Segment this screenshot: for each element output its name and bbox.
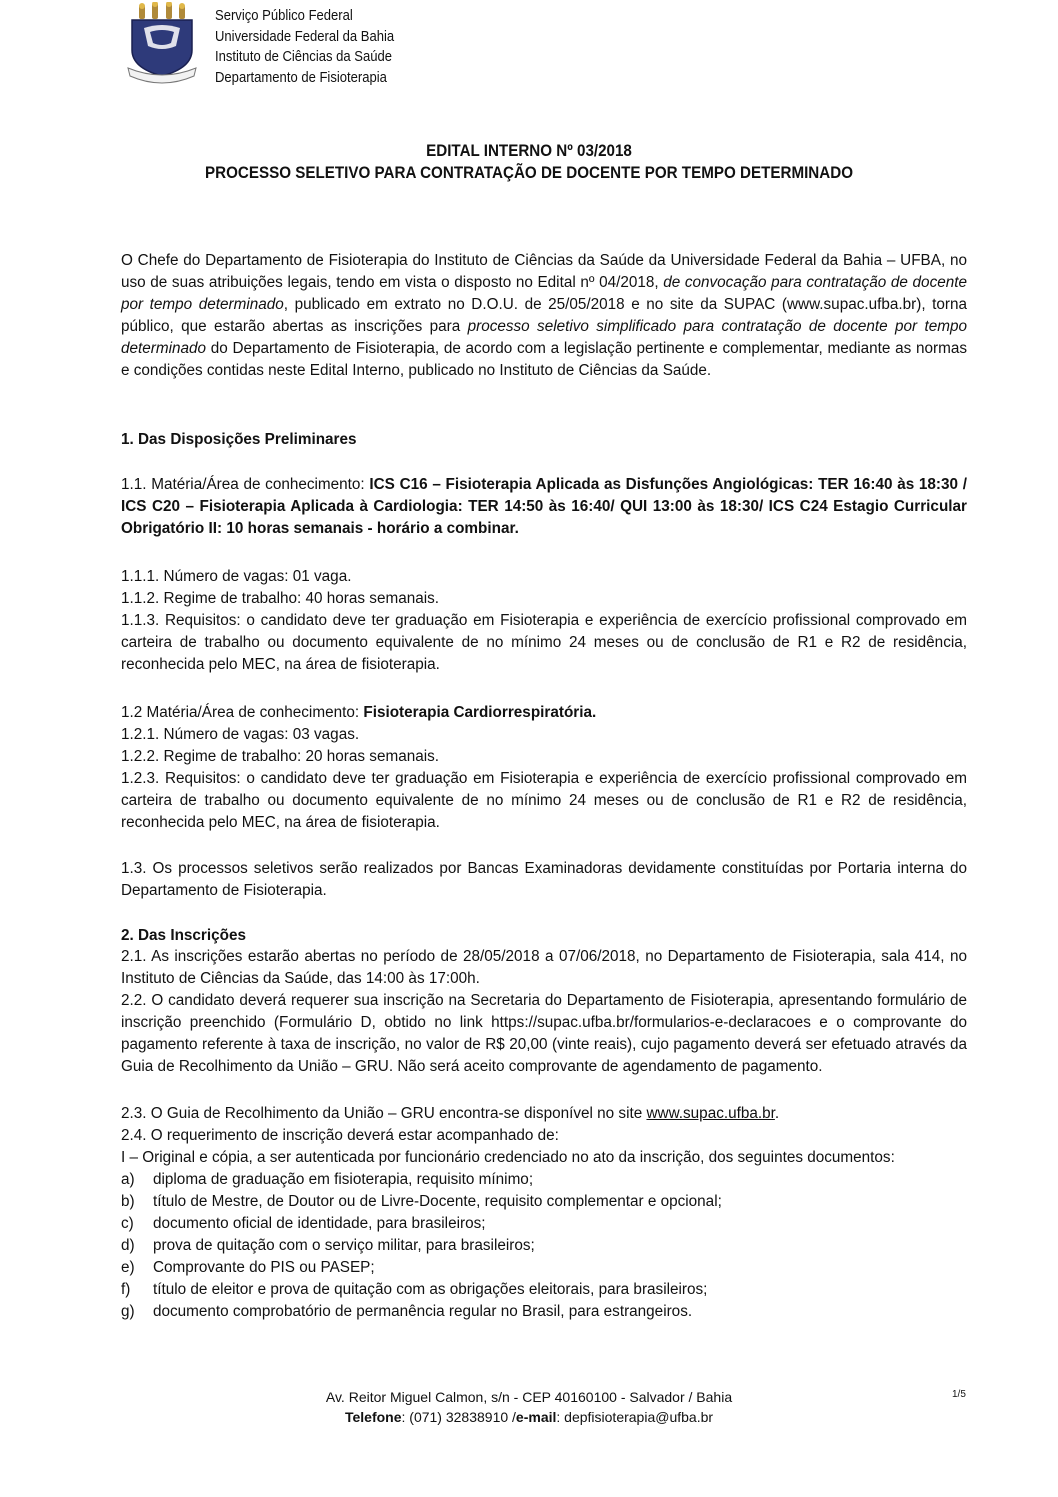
list-item: b) título de Mestre, de Doutor ou de Livre-Docente, requisito complementar e opcional; [121, 1193, 722, 1210]
item-1-2-3-requirements: 1.2.3. Requisitos: o candidato deve ter graduação em Fisioterapia e experiência de exercício profissional comprovado em carteira de trabalho ou documento equivalente de no mínimo 24 meses ou de conclusão de R1 e R2 de residência, reconhecida pelo MEC, na área de fisioterapia. [121, 770, 967, 831]
item-2-3-gru-availability: 2.3. O Guia de Recolhimento da União – GRU encontra-se disponível no site www.supac.ufba.br. [121, 1105, 780, 1122]
list-item: d) prova de quitação com o serviço militar, para brasileiros; [121, 1237, 535, 1254]
item-2-2-registration-procedure: 2.2. O candidato deverá requerer sua inscrição na Secretaria do Departamento de Fisioterapia, apresentando formulário de inscrição preenchido (Formulário D, obtido no link https://supac.ufba.br/formularios-e-declaracoes e o comprovante do pagamento referente à taxa de inscrição, no valor de R$ 20,00 (vinte reais), cujo pagamento deverá ser efetuado através da Guia de Recolhimento da União – GRU. Não será aceito comprovante de agendamento de pagamento. [121, 992, 967, 1075]
page-number: 1/5 [952, 1389, 966, 1400]
intro-paragraph: O Chefe do Departamento de Fisioterapia do Instituto de Ciências da Saúde da Universidade Federal da Bahia – UFBA, no uso de suas atribuições legais, tendo em vista o disposto no Edital nº 04/2018, de convocação para contratação de docente por tempo determinado, publicado em extrato no D.O.U. de 25/05/2018 e no site da SUPAC (www.supac.ufba.br), torna público, que estarão abertas as inscrições para processo seletivo simplificado para contratação de docente por tempo determinado do Departamento de Fisioterapia, de acordo com a legislação pertinente e complementar, mediante as normas e condições contidas neste Edital Interno, publicado no Instituto de Ciências da Saúde. [121, 252, 967, 379]
university-crest-logo [124, 2, 200, 88]
item-1-3-exam-boards: 1.3. Os processos seletivos serão realizados por Bancas Examinadoras devidamente constituídas por Portaria interna do Departamento de Fisioterapia. [121, 860, 967, 899]
institution-header [215, 6, 394, 88]
supac-link[interactable]: www.supac.ufba.br [646, 1105, 775, 1122]
footer-contact: Telefone: (071) 32838910 /e-mail: depfisioterapia@ufba.br [344, 1409, 714, 1425]
header-line-institute: Instituto de Ciências da Saúde [215, 49, 393, 65]
list-item: f) título de eleitor e prova de quitação com as obrigações eleitorais, para brasileiros; [121, 1281, 708, 1298]
edital-title: EDITAL INTERNO Nº 03/2018 [426, 142, 632, 160]
item-I-original-and-copy: I – Original e cópia, a ser autenticada por funcionário credenciado no ato da inscrição, dos seguintes documentos: [121, 1149, 895, 1166]
section-1-heading: 1. Das Disposições Preliminares [121, 431, 357, 448]
item-1-2-2-work-regime: 1.2.2. Regime de trabalho: 20 horas semanais. [121, 748, 440, 765]
item-2-1-registration-period: 2.1. As inscrições estarão abertas no período de 28/05/2018 a 07/06/2018, no Departamento de Fisioterapia, sala 414, no Instituto de Ciências da Saúde, das 14:00 às 17:00h. [121, 948, 967, 987]
header-line-federal-service: Serviço Público Federal [215, 8, 353, 24]
item-1-2-1-vacancies: 1.2.1. Número de vagas: 03 vagas. [121, 726, 360, 743]
item-2-4-required-documents: 2.4. O requerimento de inscrição deverá estar acompanhado de: [121, 1127, 559, 1144]
item-1-1-1-vacancies: 1.1.1. Número de vagas: 01 vaga. [121, 568, 352, 585]
item-1-1-2-work-regime: 1.1.2. Regime de trabalho: 40 horas semanais. [121, 590, 440, 607]
item-1-2-subject-area: 1.2 Matéria/Área de conhecimento: Fisioterapia Cardiorrespiratória. [121, 704, 597, 721]
list-item: c) documento oficial de identidade, para brasileiros; [121, 1215, 486, 1232]
header-line-university: Universidade Federal da Bahia [215, 28, 395, 45]
list-item: g) documento comprobatório de permanência regular no Brasil, para estrangeiros. [121, 1303, 693, 1320]
list-item: a) diploma de graduação em fisioterapia, requisito mínimo; [121, 1171, 534, 1188]
footer-address: Av. Reitor Miguel Calmon, s/n - CEP 40160100 - Salvador / Bahia [325, 1389, 733, 1405]
documents-list [121, 1169, 967, 1323]
list-item: e) Comprovante do PIS ou PASEP; [121, 1259, 375, 1276]
edital-subtitle: PROCESSO SELETIVO PARA CONTRATAÇÃO DE DOCENTE POR TEMPO DETERMINADO [205, 164, 853, 182]
header-line-department: Departamento de Fisioterapia [215, 69, 387, 86]
item-1-1-3-requirements: 1.1.3. Requisitos: o candidato deve ter graduação em Fisioterapia e experiência de exercício profissional comprovado em carteira de trabalho ou documento equivalente de no mínimo 24 meses ou de conclusão de R1 e R2 de residência, reconhecida pelo MEC, na área de fisioterapia. [121, 612, 967, 673]
item-1-1-subject-area: 1.1. Matéria/Área de conhecimento: ICS C16 – Fisioterapia Aplicada as Disfunções Angiológicas: TER 16:40 às 18:30 / ICS C20 – Fisioterapia Aplicada à Cardiologia: TER 14:50 às 16:40/ QUI 13:00 às 18:30/ ICS C24 Estagio Curricular Obrigatório II: 10 horas semanais - horário a combinar. [121, 476, 967, 537]
section-2-heading: 2. Das Inscrições [121, 927, 246, 944]
